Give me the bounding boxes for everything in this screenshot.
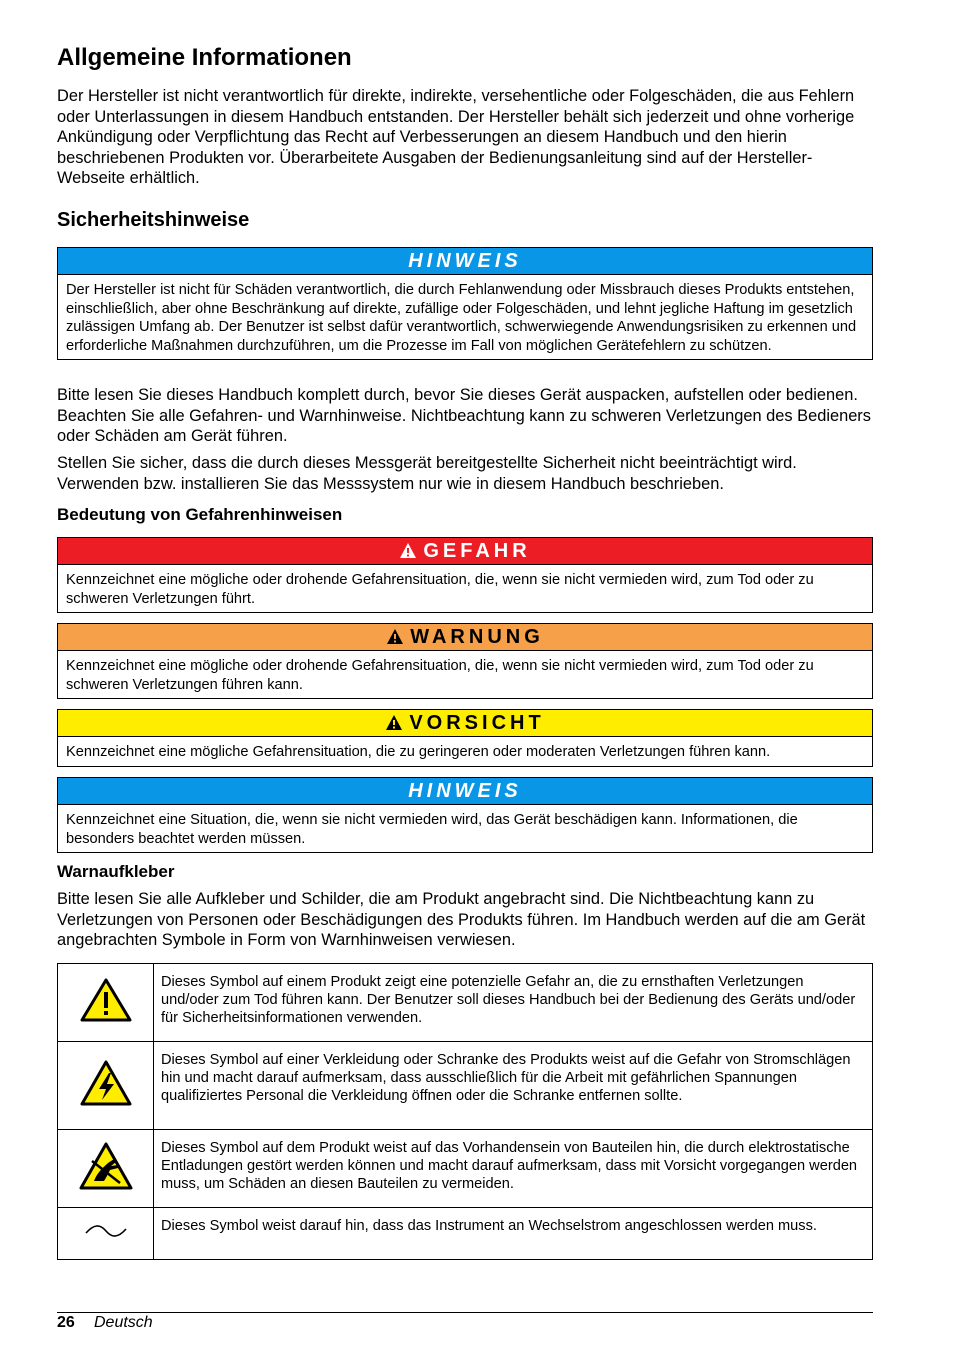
warning-box <box>57 623 873 699</box>
table-row <box>58 1042 873 1130</box>
notice-box-liability <box>57 247 873 360</box>
intro-paragraph: Der Hersteller ist nicht verantwortlich für direkte, indirekte, versehentliche oder Folgeschäden, die aus Fehlern oder Unterlassungen in diesem Handbuch entstanden. Der Hersteller behält sich jederzeit und ohne vorherige Ankündigung oder Verpflichtung das Recht auf Verbesserungen an diesem Handbuch und den hierin beschriebenen Produkten vor. Überarbeitete Ausgaben der Bedienungsanleitung sind auf der Hersteller-Webseite erhältlich. <box>57 87 855 187</box>
footer-language: Deutsch <box>94 1314 153 1331</box>
danger-box <box>57 537 873 613</box>
safety-heading: Sicherheitshinweise <box>57 209 250 231</box>
warning-header <box>58 624 872 651</box>
caution-text: Kennzeichnet eine mögliche Gefahrensituation, die zu geringeren oder moderaten Verletzungen führen kann. <box>66 744 771 760</box>
table-row <box>58 1130 873 1208</box>
caution-label: VORSICHT <box>409 712 545 734</box>
symbol-description: Dieses Symbol weist darauf hin, dass das Instrument an Wechselstrom angeschlossen werden muss. <box>154 1208 873 1260</box>
danger-header <box>58 538 872 565</box>
warning-text: Kennzeichnet eine mögliche oder drohende Gefahrensituation, die, wenn sie nicht vermieden wird, zum Tod oder zu schweren Verletzungen führen kann. <box>66 658 814 693</box>
notice-box <box>57 777 873 853</box>
warning-triangle-icon <box>385 714 403 731</box>
symbol-table <box>57 963 873 1260</box>
alternating-current-icon <box>58 1208 154 1260</box>
safety-paragraph-1: Bitte lesen Sie dieses Handbuch komplett durch, bevor Sie dieses Gerät auspacken, aufstellen oder bedienen. Beachten Sie alle Gefahren- und Warnhinweise. Nichtbeachtung kann zu schweren Verletzungen des Bedieners oder Schäden am Gerät führen. <box>57 386 871 445</box>
safety-paragraph-2: Stellen Sie sicher, dass die durch dieses Messgerät bereitgestellte Sicherheit nicht beeinträchtigt wird. Verwenden bzw. installieren Sie das Messsystem nur wie in diesem Handbuch beschrieben. <box>57 454 797 493</box>
page-footer <box>57 1312 873 1331</box>
labels-paragraph: Bitte lesen Sie alle Aufkleber und Schilder, die am Produkt angebracht sind. Die Nichtbeachtung kann zu Verletzungen von Personen oder Beschädigungen des Produkts führen. Im Handbuch werden auf die am Gerät angebrachten Symbole in Form von Warnhinweisen verwiesen. <box>57 890 866 949</box>
notice-text: Der Hersteller ist nicht für Schäden verantwortlich, die durch Fehlanwendung oder Missbrauch dieses Produkts entstehen, einschließlich, aber ohne Beschränkung auf direkte, zufällige oder Folgeschäden, und lehnt jegliche Haftung im gesetzlich zulässigen Umfang ab. Der Benutzer ist selbst dafür verantwortlich, schwerwiegende Anwendungsrisiken zu erkennen und erforderliche Maßnahmen durchzuführen, um die Prozesse im Fall von möglichen Gerätefehlern zu schützen. <box>66 282 857 354</box>
page-title: Allgemeine Informationen <box>57 44 352 71</box>
table-row <box>58 964 873 1042</box>
caution-header <box>58 710 872 737</box>
notice-header: HINWEIS <box>58 248 872 275</box>
labels-heading: Warnaufkleber <box>57 862 175 881</box>
symbol-description: Dieses Symbol auf einer Verkleidung oder Schranke des Produkts weist auf die Gefahr von Stromschlägen hin und macht darauf aufmerksam, dass ausschließlich für die Arbeit mit gefährlichen Spannungen qualifiziertes Personal die Verkleidung öffnen oder die Schranke entfernen sollte. <box>154 1042 873 1130</box>
symbol-description: Dieses Symbol auf dem Produkt weist auf das Vorhandensein von Bauteilen hin, die durch elektrostatische Entladungen gestört werden können und macht darauf aufmerksam, dass mit Vorsicht vorgegangen werden muss, um Schäden an diesen Bauteilen zu vermeiden. <box>154 1130 873 1208</box>
electric-shock-icon <box>58 1042 154 1130</box>
page-number: 26 <box>57 1314 75 1331</box>
warning-label: WARNUNG <box>410 626 544 648</box>
hazards-heading: Bedeutung von Gefahrenhinweisen <box>57 505 343 524</box>
caution-box <box>57 709 873 767</box>
table-row <box>58 1208 873 1260</box>
warning-triangle-icon <box>386 628 404 645</box>
danger-label: GEFAHR <box>423 540 531 562</box>
warning-triangle-icon <box>399 542 417 559</box>
danger-text: Kennzeichnet eine mögliche oder drohende Gefahrensituation, die, wenn sie nicht vermieden wird, zum Tod oder zu schweren Verletzungen führt. <box>66 572 814 607</box>
esd-icon <box>58 1130 154 1208</box>
notice-text: Kennzeichnet eine Situation, die, wenn sie nicht vermieden wird, das Gerät beschädigen kann. Informationen, die besonders beachtet werden müssen. <box>66 812 798 847</box>
symbol-description: Dieses Symbol auf einem Produkt zeigt eine potenzielle Gefahr an, die zu ernsthaften Verletzungen und/oder zum Tod führen kann. Der Benutzer soll dieses Handbuch bei der Bedienung des Geräts und/oder für Sicherheitsinformationen verwenden. <box>154 964 873 1042</box>
notice-header: HINWEIS <box>58 778 872 805</box>
general-warning-icon <box>58 964 154 1042</box>
